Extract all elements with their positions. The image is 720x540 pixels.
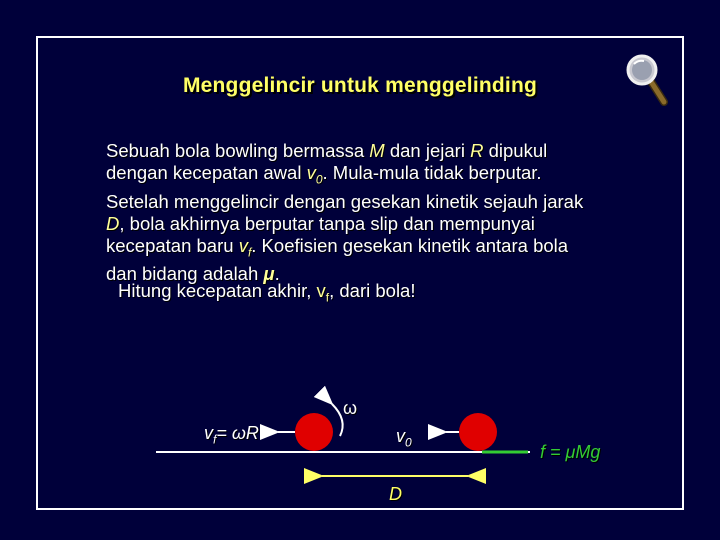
ball-final [295, 413, 333, 451]
subscript: f [247, 245, 252, 260]
vf-label [204, 423, 259, 447]
text-segment: kecepatan baru [106, 234, 239, 256]
vf-equation: = ωR [216, 423, 259, 443]
mass-symbol: M [369, 140, 385, 161]
text-segment: Setelah menggelincir dengan gesekan kinetik sejauh jarak [106, 190, 584, 212]
v0-symbol: v [396, 426, 405, 446]
text-segment: . Mula-mula tidak berputar. [322, 162, 542, 183]
text-segment: Hitung kecepatan akhir, [118, 280, 317, 301]
text-segment: dan jejari [384, 140, 471, 161]
velocity-symbol: v [316, 280, 326, 301]
omega-label: ω [343, 398, 358, 418]
rotation-arc [332, 404, 343, 436]
vf-symbol: v [204, 423, 213, 443]
subscript: 0 [405, 435, 412, 450]
friction-label: f = μMg [540, 442, 601, 462]
distance-symbol: D [106, 212, 120, 234]
velocity-symbol: v [238, 234, 248, 256]
subscript: 0 [315, 172, 323, 187]
text-segment: . Koefisien gesekan kinetik antara bola [251, 234, 569, 256]
ball-initial [459, 413, 497, 451]
v0-label [396, 426, 412, 450]
text-segment: , dari bola! [329, 280, 416, 301]
subscript: f [213, 432, 217, 447]
text-segment: dengan kecepatan awal [106, 162, 307, 183]
text-segment: dipukul [483, 140, 548, 161]
radius-symbol: R [470, 140, 484, 161]
text-segment: Sebuah bola bowling bermassa [106, 140, 370, 161]
mu-symbol: μ [263, 263, 275, 285]
subscript: f [325, 290, 330, 305]
page-title: Menggelincir untuk menggelinding [182, 74, 538, 97]
text-segment: dan bidang adalah [106, 263, 264, 285]
distance-label: D [389, 484, 402, 504]
velocity-symbol: v [306, 162, 316, 183]
text-segment: , bola akhirnya berputar tanpa slip dan mempunyai [119, 212, 535, 234]
text-segment: . [274, 263, 280, 285]
